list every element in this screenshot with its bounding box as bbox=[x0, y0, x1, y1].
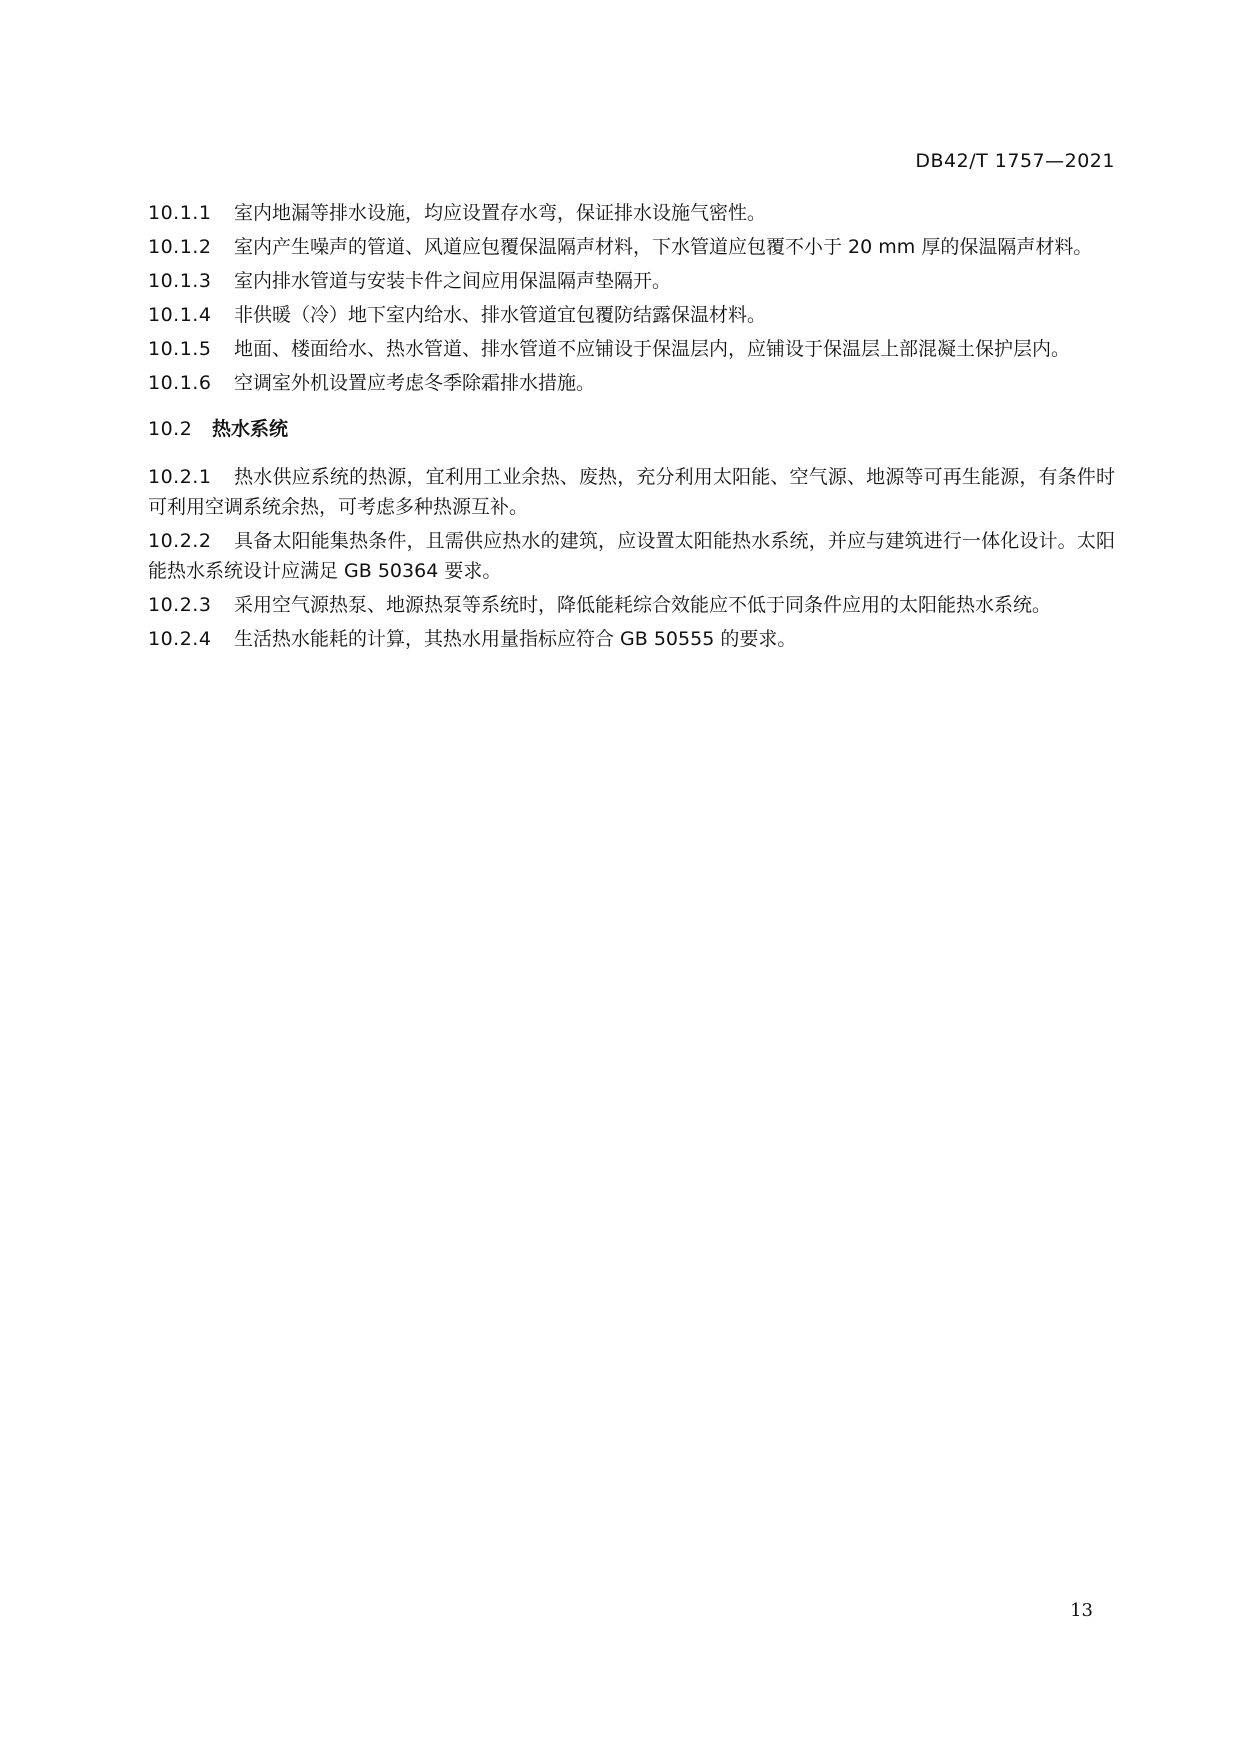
clause-text: 室内排水管道与安装卡件之间应用保温隔声垫隔开。 bbox=[234, 270, 672, 292]
document-body bbox=[148, 198, 1115, 658]
clause-number: 10.2.4 bbox=[148, 628, 212, 650]
standard-code: DB42/T 1757—2021 bbox=[915, 150, 1115, 172]
clause-text: 采用空气源热泵、地源热泵等系统时，降低能耗综合效能应不低于同条件应用的太阳能热水系统。 bbox=[234, 594, 1052, 616]
section-heading-10-2 bbox=[148, 414, 1115, 444]
clause-text: 空调室外机设置应考虑冬季除霜排水措施。 bbox=[234, 372, 596, 394]
section-number: 10.2 bbox=[148, 418, 193, 440]
clause-text: 具备太阳能集热条件，且需供应热水的建筑，应设置太阳能热水系统，并应与建筑进行一体化设计。太阳能热水系统设计应满足 GB 50364 要求。 bbox=[148, 530, 1115, 582]
clause-number: 10.2.1 bbox=[148, 466, 212, 488]
clause-number: 10.1.6 bbox=[148, 372, 212, 394]
clause-text: 室内产生噪声的管道、风道应包覆保温隔声材料，下水管道应包覆不小于 20 mm 厚的保温隔声材料。 bbox=[234, 236, 1093, 258]
clause-text: 地面、楼面给水、热水管道、排水管道不应铺设于保温层内，应铺设于保温层上部混凝土保护层内。 bbox=[234, 338, 1071, 360]
clause-10-1-6 bbox=[148, 368, 1115, 398]
clause-10-1-3 bbox=[148, 266, 1115, 296]
clause-10-1-5 bbox=[148, 334, 1115, 364]
clause-text: 室内地漏等排水设施，均应设置存水弯，保证排水设施气密性。 bbox=[234, 202, 767, 224]
clause-number: 10.1.4 bbox=[148, 304, 212, 326]
clause-number: 10.2.3 bbox=[148, 594, 212, 616]
section-title: 热水系统 bbox=[212, 418, 289, 440]
clause-10-2-3 bbox=[148, 590, 1115, 620]
clause-10-2-1 bbox=[148, 462, 1115, 522]
clause-number: 10.2.2 bbox=[148, 530, 212, 552]
page-number: 13 bbox=[1070, 1600, 1093, 1621]
clause-10-1-2 bbox=[148, 232, 1115, 262]
clause-number: 10.1.5 bbox=[148, 338, 212, 360]
clause-text: 非供暖（冷）地下室内给水、排水管道宜包覆防结露保温材料。 bbox=[234, 304, 767, 326]
clause-text: 热水供应系统的热源，宜利用工业余热、废热，充分利用太阳能、空气源、地源等可再生能源，有条件时可利用空调系统余热，可考虑多种热源互补。 bbox=[148, 466, 1115, 518]
clause-number: 10.1.1 bbox=[148, 202, 212, 224]
clause-number: 10.1.2 bbox=[148, 236, 212, 258]
clause-10-2-4 bbox=[148, 624, 1115, 654]
clause-10-1-1 bbox=[148, 198, 1115, 228]
clause-number: 10.1.3 bbox=[148, 270, 212, 292]
clause-10-1-4 bbox=[148, 300, 1115, 330]
clause-text: 生活热水能耗的计算，其热水用量指标应符合 GB 50555 的要求。 bbox=[234, 628, 797, 650]
clause-10-2-2 bbox=[148, 526, 1115, 586]
